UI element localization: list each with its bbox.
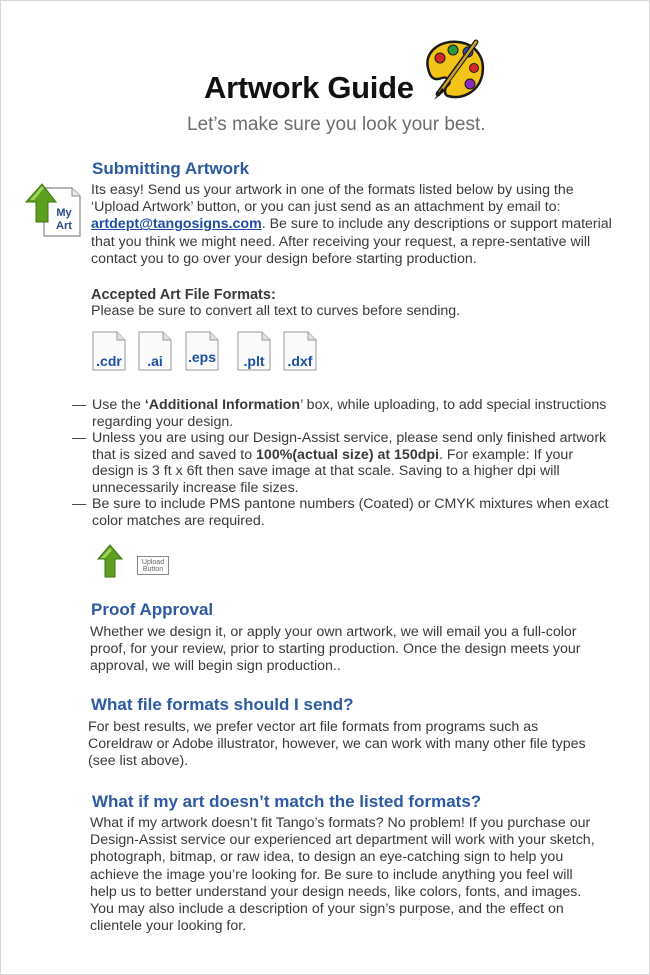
- accepted-formats-heading: Accepted Art File Formats:: [91, 287, 276, 303]
- proof-paragraph: Whether we design it, or apply your own artwork, we will email you a full-color proof, for your review, prior to starting production. Once the design meets your approval, we will begin sign production..: [90, 624, 581, 675]
- upload-button-icon-label-2: Button: [142, 566, 164, 573]
- file-format-label: .plt: [243, 353, 265, 369]
- file-format-label: .eps: [187, 349, 216, 365]
- submitting-text-1: Its easy! Send us your artwork in one of the formats listed below by using the ‘Upload Artwork’ button, or you can just send as an attachment by email to:: [91, 182, 574, 216]
- section-heading-submitting: Submitting Artwork: [92, 159, 250, 178]
- dxf-file-icon: [283, 331, 317, 371]
- bullet-text: ’ box, while uploading, to add special instructions regarding your design.: [92, 397, 607, 430]
- file-format-label: .dxf: [287, 353, 313, 369]
- bullet-dash: —: [72, 496, 87, 512]
- bullet-text: Unless you are using our Design-Assist service, please send only finished artwork that is sized and saved to: [92, 430, 607, 463]
- green-up-arrow-icon: [96, 543, 126, 579]
- email-link[interactable]: artdept@tangosigns.com: [91, 216, 262, 233]
- instructions-list: [72, 397, 612, 529]
- bullet-dash: —: [72, 397, 87, 413]
- file-format-label: .ai: [147, 353, 163, 369]
- upload-button-icon-label-1: Upload: [141, 559, 165, 566]
- submitting-paragraph: [91, 182, 619, 268]
- section-heading-proof: Proof Approval: [91, 600, 214, 619]
- list-item: [72, 496, 612, 529]
- submitting-text-2: . Be sure to include any descriptions or support material that you think we might need. After receiving your request, a repre-sentative will contact you to go over your design before starting production.: [91, 216, 612, 267]
- upload-button-icon: [137, 556, 169, 575]
- page-title: Artwork Guide: [204, 70, 414, 105]
- my-art-upload-icon: [22, 180, 82, 240]
- ai-file-icon: [138, 331, 172, 371]
- my-art-icon-label-1: My: [56, 207, 72, 219]
- cdr-file-icon: [92, 331, 126, 371]
- file-formats-paragraph: For best results, we prefer vector art file formats from programs such as Coreldraw or Adobe illustrator, however, we can work with many other file types (see list above).: [88, 719, 586, 770]
- file-format-label: .cdr: [96, 353, 122, 369]
- my-art-icon-label-2: Art: [56, 220, 72, 232]
- bullet-bold-text: 100%(actual size) at 150dpi: [256, 446, 439, 463]
- bullet-text: Be sure to include PMS pantone numbers (Coated) or CMYK mixtures when exact color matches are required.: [92, 496, 609, 529]
- tagline: Let’s make sure you look your best.: [187, 114, 486, 135]
- paint-palette-icon: [418, 38, 488, 102]
- bullet-text: Use the: [92, 397, 145, 413]
- bullet-bold-text: ‘Additional Information: [144, 397, 301, 413]
- section-heading-no-match: What if my art doesn’t match the listed formats?: [92, 792, 482, 811]
- accepted-formats-note: Please be sure to convert all text to curves before sending.: [91, 303, 461, 319]
- plt-file-icon: [237, 331, 271, 371]
- bullet-text: . For example: If your design is 3 ft x 6ft then save image at that scale. Saving to a higher dpi will unnecessarily increase file sizes.: [92, 446, 574, 496]
- section-heading-file-formats: What file formats should I send?: [91, 695, 354, 714]
- eps-file-icon: [185, 331, 219, 371]
- no-match-paragraph: What if my artwork doesn’t fit Tango’s formats? No problem! If you purchase our Design-Assist service our experienced art department will work with your sketch, photograph, bitmap, or raw idea, to design an eye-catching sign to help you achieve the image you’re looking for. Be sure to include anything you feel will help us to better understand your design needs, like colors, fonts, and images. You may also include a description of your sign’s purpose, and the effect on clientele your looking for.: [90, 815, 595, 935]
- list-item: [72, 397, 612, 430]
- file-format-icons: [92, 331, 332, 373]
- bullet-dash: —: [72, 430, 87, 446]
- list-item: [72, 430, 612, 496]
